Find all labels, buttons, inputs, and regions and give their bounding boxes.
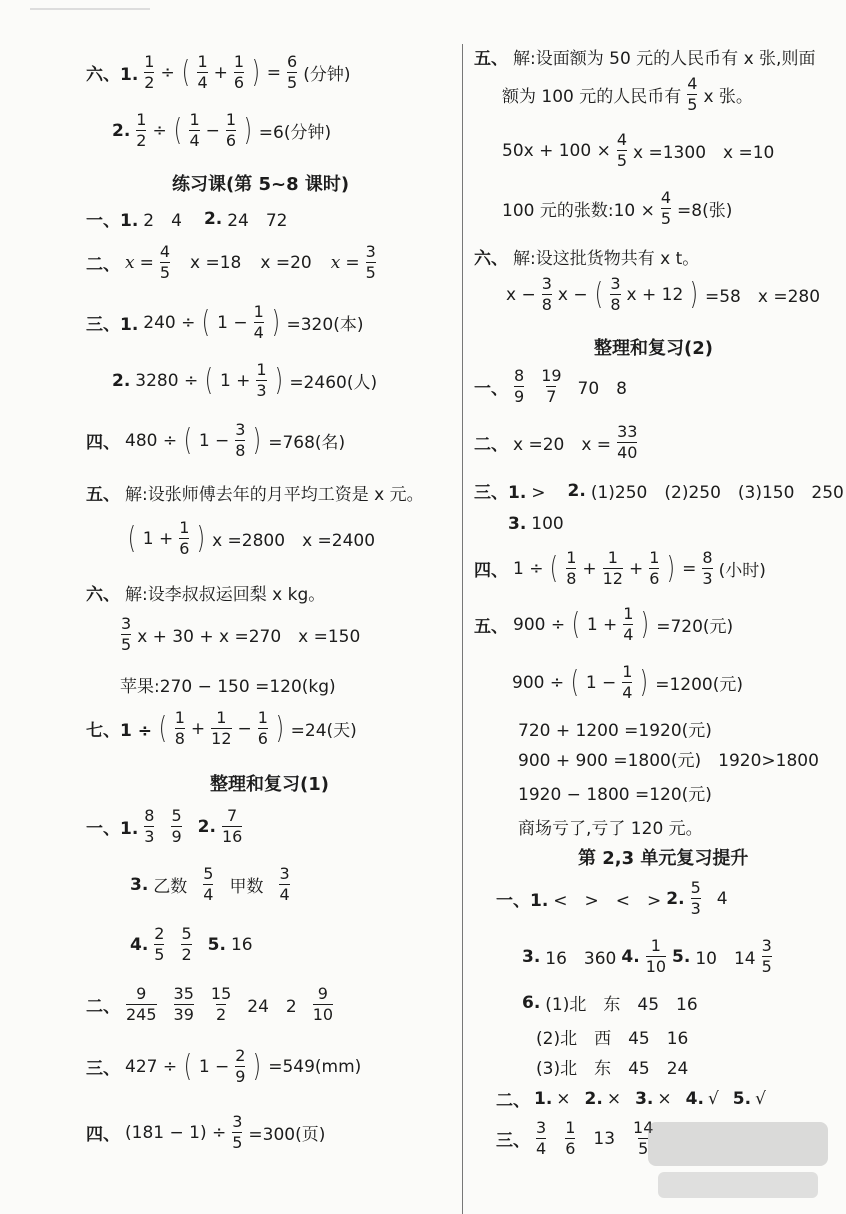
review2-5: 五、 900 ÷ ( 1 + $\frac{1}{4}$ ) =720(元) [474,604,734,644]
unit-review-1-6a: 6. (1)北 东 45 16 [522,992,698,1015]
review2-2: 二、 x =20 x = $\frac{33}{40}$ [474,422,638,462]
answer-r6: 六、 解:设这批货物共有 x t。 [474,249,700,269]
answer-r5: 五、 解:设面额为 50 元的人民币有 x 张,则面 [474,49,816,69]
review1-3: 三、 427 ÷ ( 1 − $\frac{2}{9}$ ) =549(mm) [86,1046,362,1086]
top-rule [30,8,150,10]
practice-3-1: 三、1. 240 ÷ ( 1 − $\frac{1}{4}$ ) =320(本) [86,302,364,342]
practice-6: 六、 解:设李叔叔运回梨 x kg。 [86,585,326,605]
practice-3-2: 2. 3280 ÷ ( 1 + $\frac{1}{3}$ ) =2460(人) [112,360,378,400]
unit-review-2: 二、 1. × 2. × 3. × 4. √ 5. √ [496,1088,766,1111]
review1-2: 二、 $\frac{9}{245}$ $\frac{35}{39}$ $\frac{15}{2}$ 24 2 $\frac{9}{10}$ [86,984,334,1024]
review1-4: 四、 (181 − 1) ÷ $\frac{3}{5}$ =300(页) [86,1112,326,1152]
answer-6-1: 六、1. $\frac{1}{2}$ ÷ ( $\frac{1}{4}$ + $\frac{1}{6}$ ) = $\frac{6}{5}$ (分钟) [86,52,351,92]
section-heading-unit-review: 第 2,3 单元复习提升 [578,848,749,869]
unit-review-1-6b: (2)北 西 45 16 [536,1029,689,1049]
review1-1-3: 3. 乙数 $\frac{5}{4}$ 甲数 $\frac{3}{4}$ [130,864,290,904]
review2-4: 四、 1 ÷ ( $\frac{1}{8}$ + $\frac{1}{12}$ + $\frac{1}{6}$ ) = $\frac{8}{3}$ (小时) [474,548,766,588]
review1-1-4: 4. $\frac{2}{5}$ $\frac{5}{2}$ 5. 16 [130,924,253,964]
section-heading-review-1: 整理和复习(1) [210,774,329,795]
practice-4: 四、 480 ÷ ( 1 − $\frac{3}{8}$ ) =768(名) [86,420,346,460]
review2-5-b: 900 ÷ ( 1 − $\frac{1}{4}$ ) =1200(元) [512,662,743,702]
practice-2: 二、 x = $\frac{4}{5}$ x =18 x =20 x = $\frac{3}{5}$ [86,242,376,282]
section-heading-practice: 练习课(第 5~8 课时) [172,174,350,195]
answer-r6-equation: x − $\frac{3}{8}$ x − ( $\frac{3}{8}$ x + 12 ) =58 x =280 [506,274,821,314]
answer-r5-b: 额为 100 元的人民币有 $\frac{4}{5}$ x 张。 [502,74,753,114]
practice-6-equation: $\frac{3}{5}$ x + 30 + x =270 x =150 [121,614,361,654]
review2-3: 三、1. > 2. (1)250 (2)250 (3)150 250 [474,480,844,503]
unit-review-3: 三、 $\frac{3}{4}$ $\frac{1}{6}$ 13 $\frac{14}{5}$ [496,1118,654,1158]
review2-5-c: 720 + 1200 =1920(元) [518,721,712,741]
watermark-logo-icon [638,1114,838,1204]
practice-1: 一、1. 2 4 2. 24 72 [86,208,288,231]
practice-6-apple: 苹果:270 − 150 =120(kg) [120,677,336,697]
review2-5-e: 1920 − 1800 =120(元) [518,785,712,805]
answer-r5-c: 50x + 100 × $\frac{4}{5}$ x =1300 x =10 [502,130,775,170]
unit-review-1-3: 3. 16 360 4. $\frac{1}{10}$ 5. 10 14 $\frac{3}{5}$ [522,936,772,976]
review2-3-3: 3. 100 [508,514,564,534]
practice-7: 七、1 ÷ ( $\frac{1}{8}$ + $\frac{1}{12}$ − $\frac{1}{6}$ ) =24(天) [86,708,357,748]
review2-5-d: 900 + 900 =1800(元) 1920>1800 [518,751,819,771]
practice-5-equation: ( 1 + $\frac{1}{6}$ ) x =2800 x =2400 [127,518,376,558]
answer-6-2: 2. $\frac{1}{2}$ ÷ ( $\frac{1}{4}$ − $\frac{1}{6}$ ) =6(分钟) [112,110,332,150]
unit-review-1: 一、1. < > < > 2. $\frac{5}{3}$ 4 [496,878,728,918]
answer-r5-d: 100 元的张数:10 × $\frac{4}{5}$ =8(张) [502,188,733,228]
review2-5-f: 商场亏了,亏了 120 元。 [518,819,703,839]
unit-review-1-6c: (3)北 东 45 24 [536,1059,689,1079]
review1-1: 一、1. $\frac{8}{3}$ $\frac{5}{9}$ 2. $\frac{7}{16}$ [86,806,243,846]
column-divider [462,44,463,1214]
section-heading-review-2: 整理和复习(2) [594,338,713,359]
practice-5: 五、 解:设张师傅去年的月平均工资是 x 元。 [86,485,424,505]
review2-1: 一、 $\frac{8}{9}$ $\frac{19}{7}$ 70 8 [474,366,627,406]
